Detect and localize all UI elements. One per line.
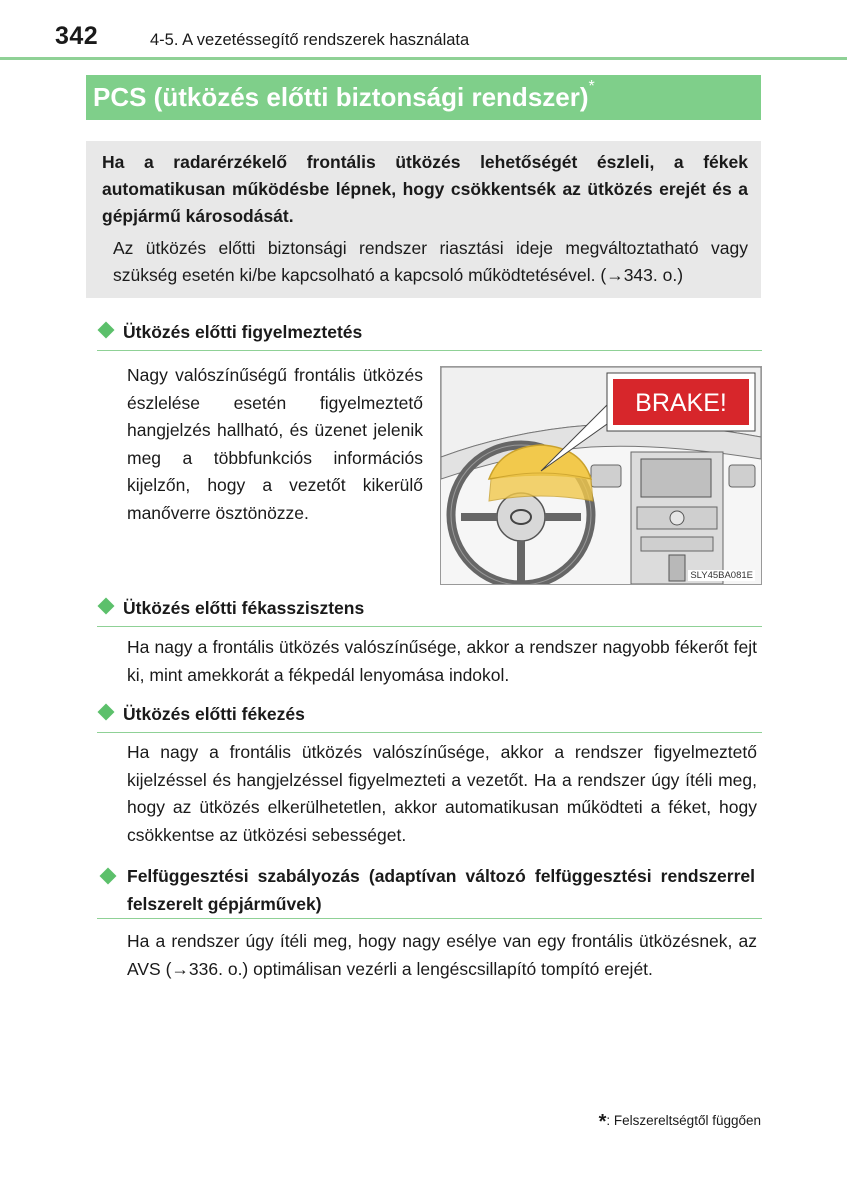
subsection-divider (97, 732, 762, 733)
diamond-bullet-icon (98, 598, 115, 615)
diamond-bullet-icon (98, 704, 115, 721)
subsection-body-warning: Nagy valószínűségű frontális ütközés észlelése esetén figyelmeztető hangjelzés hallható, és üzenet jelenik meg a többfunkciós információs kijelzőn, hogy a vezetőt kikerülő manőverre ösztönözze. (127, 365, 423, 523)
subsection-heading-warning (100, 322, 362, 343)
subsection-body-braking: Ha nagy a frontális ütközés valószínűsége, akkor a rendszer figyelmeztető kijelzéssel és hangjelzéssel figyelmezteti a vezetőt. Ha a rendszer úgy ítéli meg, hogy az ütközés elkerülhetetlen, akkor automatikusan működteti a féket, hogy csökkentse az ütközési sebességet. (127, 742, 757, 845)
section-title-text: PCS (ütközés előtti biztonsági rendszer) (93, 82, 589, 112)
brake-warning-text: BRAKE! (635, 389, 727, 417)
diamond-bullet-icon (98, 322, 115, 339)
figure-code: SLY45BA081E (690, 570, 753, 581)
dashboard-drawing (441, 367, 761, 584)
subsection-divider (97, 626, 762, 627)
subsection-heading-braking (100, 704, 305, 725)
intro-box (86, 141, 761, 298)
subsection-heading-brake-assist (100, 598, 364, 619)
subsection-heading-text: Ütközés előtti fékasszisztens (123, 598, 365, 618)
footnote-text: : Felszereltségtől függően (606, 1113, 761, 1128)
subsection-heading-text: Ütközés előtti fékezés (123, 704, 305, 724)
page-header (0, 0, 847, 60)
subsection-heading-text: Felfüggesztési szabályozás (adaptívan változó felfüggesztési rendszerrel felszerelt gépjárművek) (127, 866, 755, 914)
section-title (93, 78, 595, 113)
subsection-heading-suspension (100, 862, 755, 918)
footnote-star: * (598, 1111, 607, 1133)
chapter-title: 4-5. A vezetéssegítő rendszerek használata (150, 31, 470, 49)
subsection-divider (97, 918, 762, 919)
subsection-divider (97, 350, 762, 351)
page-number: 342 (55, 22, 99, 50)
intro-note: Az ütközés előtti biztonsági rendszer riasztási ideje megváltoztatható vagy szükség esetén ki/be kapcsolható a kapcsoló működtetésével. (→343. o.) (113, 238, 748, 285)
dashboard-illustration (440, 366, 762, 585)
header-divider (0, 57, 847, 60)
footnote (599, 1108, 761, 1131)
footnote-marker: * (588, 78, 595, 95)
intro-summary: Ha a radarérzékelő frontális ütközés lehetőségét észleli, a fékek automatikusan működésbe lépnek, hogy csökkentsék az ütközés erejét és a gépjármű károsodását. (102, 152, 748, 226)
subsection-body-suspension: Ha a rendszer úgy ítéli meg, hogy nagy esélye van egy frontális ütközésnek, az AVS (→336. o.) optimálisan vezérli a lengéscsillapító tompító erejét. (127, 931, 757, 979)
section-title-bar (86, 75, 761, 120)
subsection-body-brake-assist: Ha nagy a frontális ütközés valószínűsége, akkor a rendszer nagyobb fékerőt fejt ki, mint amekkorát a fékpedál lenyomása indokol. (127, 637, 757, 685)
subsection-heading-text: Ütközés előtti figyelmeztetés (123, 322, 363, 342)
